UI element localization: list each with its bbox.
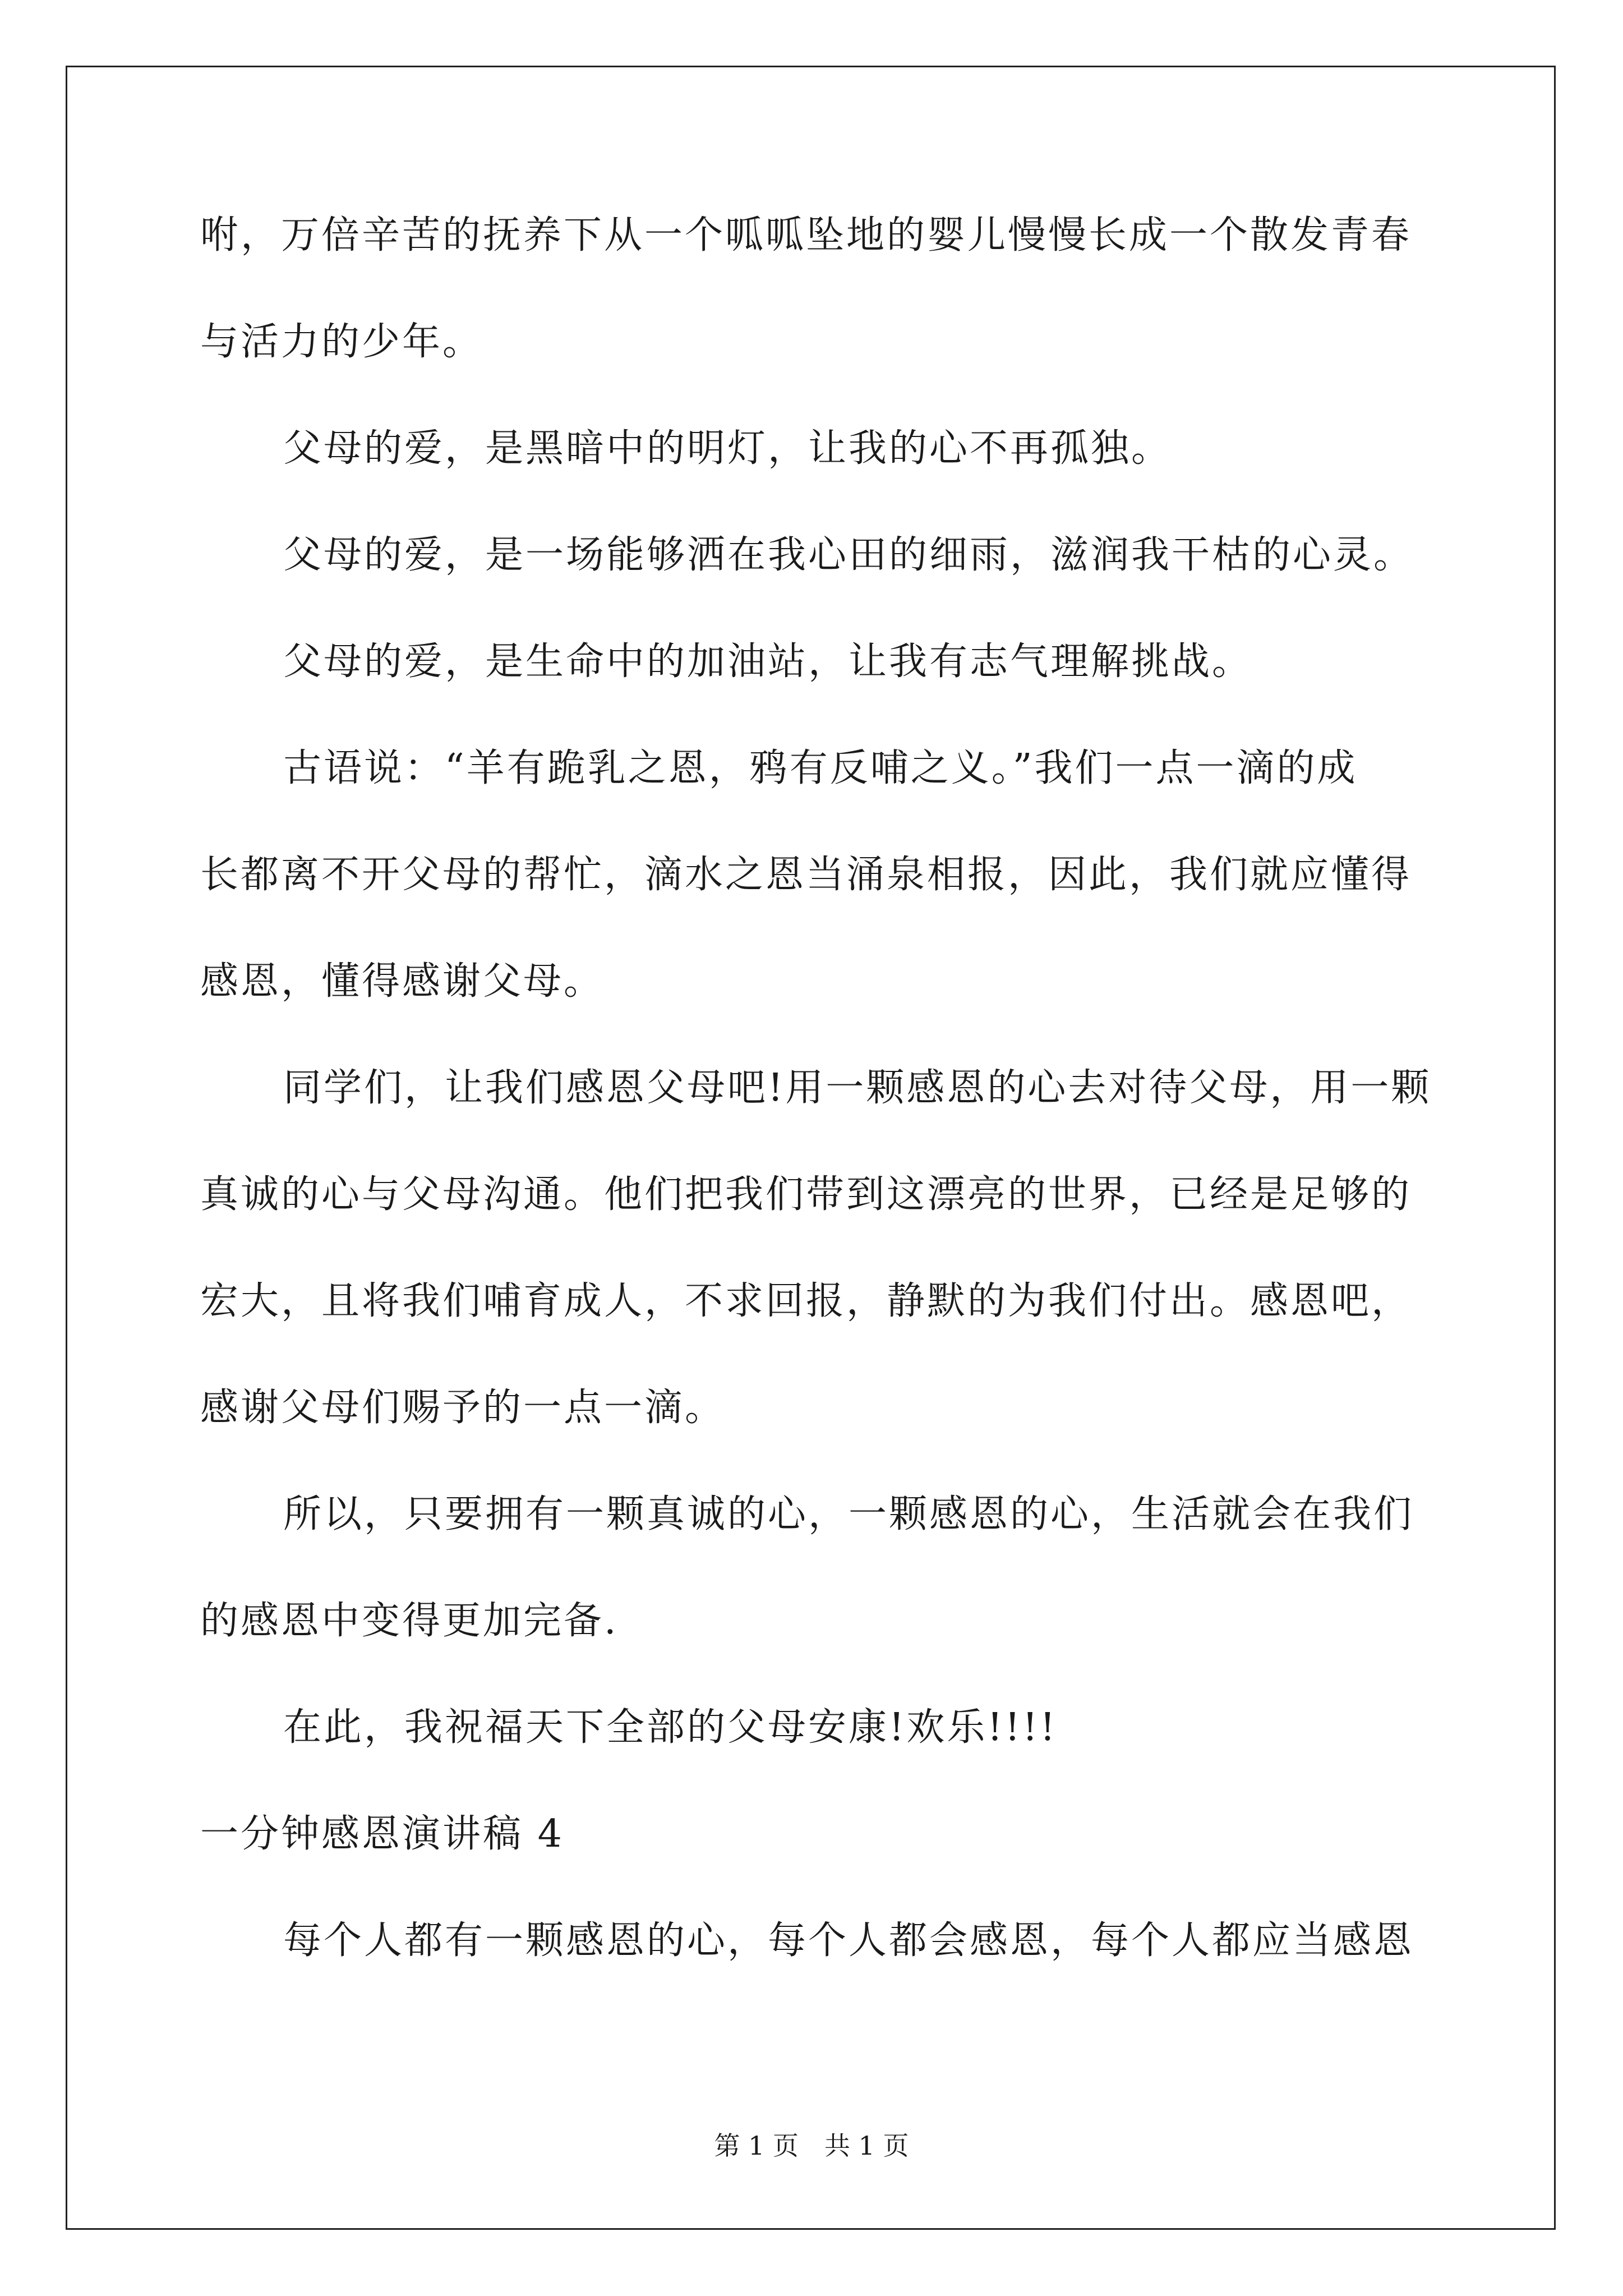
- text-line: 宏大，且将我们哺育成人，不求回报，静默的为我们付出。感恩吧，: [200, 1279, 1412, 1323]
- paragraph-line: 父母的爱，是生命中的加油站，让我有志气理解挑战。: [283, 639, 1253, 684]
- paragraph-line: 古语说：“羊有跪乳之恩，鸦有反哺之义。”我们一点一滴的成: [283, 746, 1358, 790]
- text-line: 长都离不开父母的帮忙，滴水之恩当涌泉相报，因此，我们就应懂得: [200, 853, 1412, 897]
- paragraph-line: 父母的爱，是一场能够洒在我心田的细雨，滋润我干枯的心灵。: [283, 533, 1414, 577]
- text-line: 与活力的少年。: [200, 320, 483, 364]
- text-line: 咐，万倍辛苦的抚养下从一个呱呱坠地的婴儿慢慢长成一个散发青春: [200, 213, 1412, 257]
- paragraph-line: 在此，我祝福天下全部的父母安康!欢乐!!!!: [283, 1705, 1058, 1750]
- section-heading: 一分钟感恩演讲稿 4: [200, 1812, 564, 1856]
- text-line: 感恩，懂得感谢父母。: [200, 959, 605, 1004]
- paragraph-line: 所以，只要拥有一颗真诚的心，一颗感恩的心，生活就会在我们: [283, 1492, 1414, 1536]
- paragraph-line: 同学们，让我们感恩父母吧!用一颗感恩的心去对待父母，用一颗: [283, 1066, 1432, 1110]
- page-border: [66, 66, 1556, 2230]
- text-line: 感谢父母们赐予的一点一滴。: [200, 1386, 726, 1430]
- text-line: 真诚的心与父母沟通。他们把我们带到这漂亮的世界，已经是足够的: [200, 1172, 1412, 1217]
- paragraph-line: 父母的爱，是黑暗中的明灯，让我的心不再孤独。: [283, 426, 1172, 471]
- text-line: 的感恩中变得更加完备.: [200, 1599, 619, 1643]
- page-number: 第 1 页 共 1 页: [714, 2131, 909, 2161]
- paragraph-line: 每个人都有一颗感恩的心，每个人都会感恩，每个人都应当感恩: [283, 1918, 1414, 1963]
